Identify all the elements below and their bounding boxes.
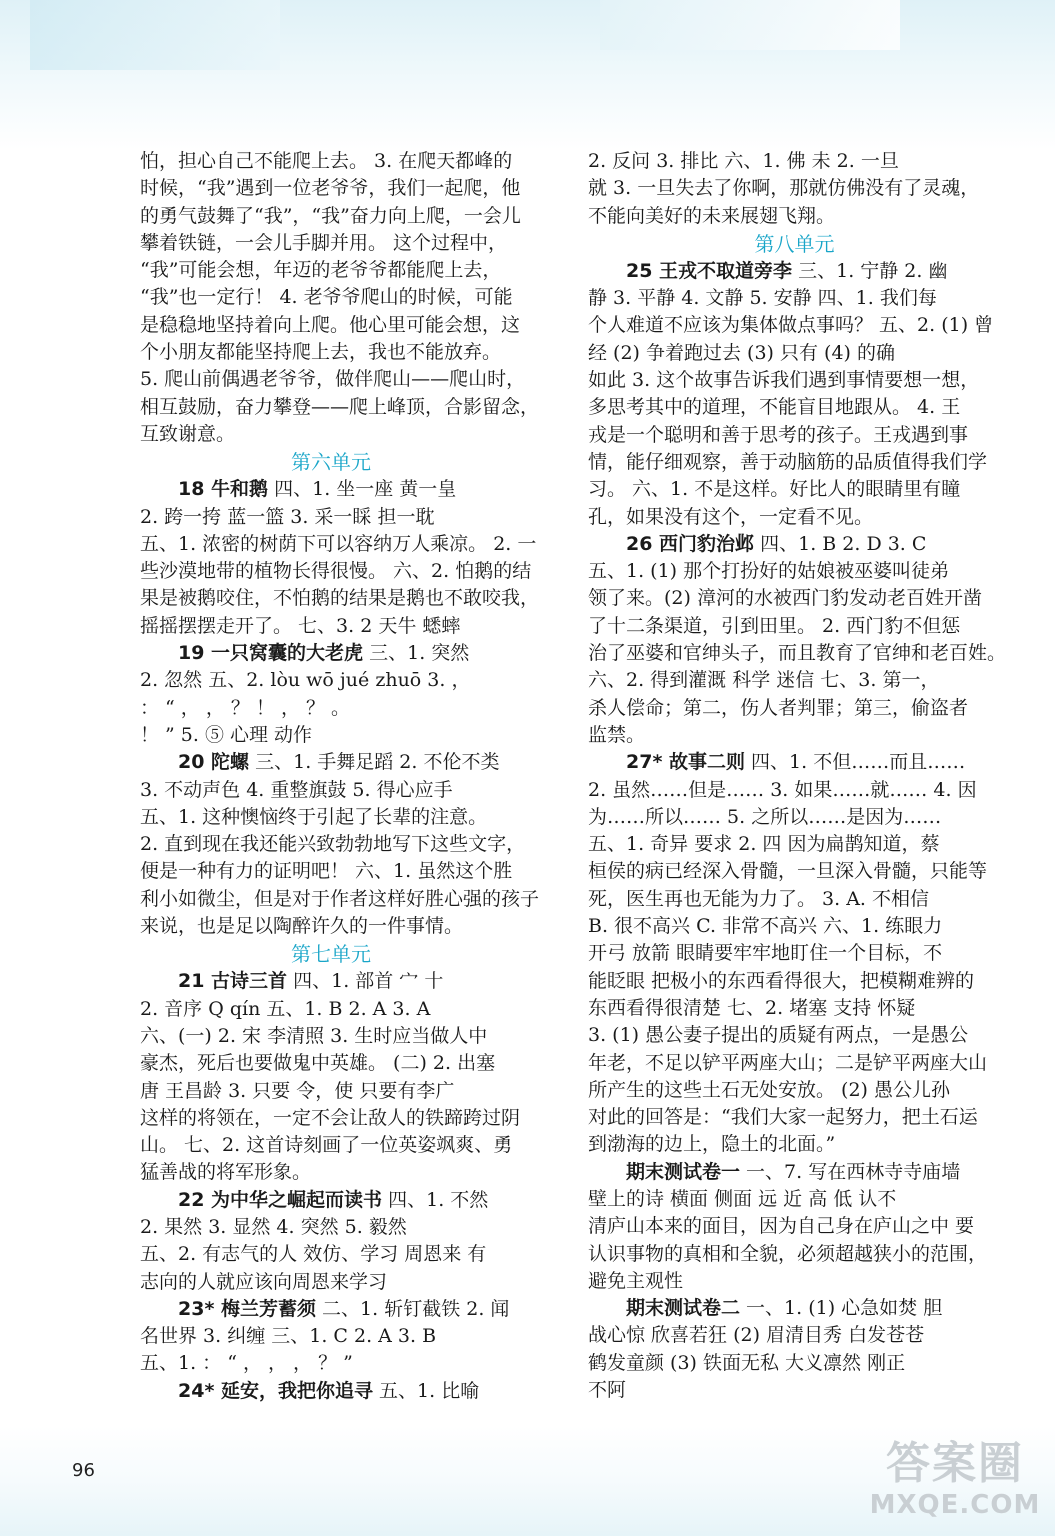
answer-line: 五、1. 这种懊恼终于引起了长辈的注意。 (140, 805, 488, 828)
answer-line: 不能向美好的未来展翅飞翔。 (588, 204, 836, 227)
answer-line: 2. 果然 3. 显然 4. 突然 5. 毅然 (140, 1215, 407, 1238)
page-number: 96 (72, 1460, 95, 1481)
answer-line: 2. 音序 Q qín 五、1. B 2. A 3. A (140, 997, 431, 1020)
answer-line: 个人难道不应该为集体做点事吗？ 五、2. (1) 曾 (588, 314, 994, 337)
top-decoration-shape (30, 0, 280, 70)
lesson-item (588, 258, 1001, 285)
lesson-item (588, 531, 1001, 558)
answer-line: B. 很不高兴 C. 非常不高兴 六、1. 练眼力 (588, 915, 943, 938)
answer-line: 五、1. 浓密的树荫下可以容纳万人乘凉。 2. 一 (140, 532, 537, 555)
lesson-item (140, 476, 522, 503)
answer-line: ： “ ， ， ？ ！ ， ？ 。 (140, 696, 351, 719)
answer-line: 能眨眼 把极小的东西看得很大，把模糊难辨的 (588, 969, 975, 992)
answer-line: 五、1. 奇异 要求 2. 四 因为扁鹊知道，蔡 (588, 833, 940, 856)
answer-text: 四、1. 部首 宀 十 (287, 970, 444, 993)
answer-text: 四、1. 不然 (382, 1188, 489, 1211)
answer-line: 互致谢意。 (140, 422, 236, 445)
lesson-title: 18 牛和鹅 (178, 478, 269, 501)
answer-line: 东西看得很清楚 七、2. 堵塞 支持 怀疑 (588, 996, 916, 1019)
answer-line: 2. 跨一挎 蓝一篮 3. 采一睬 担一耽 (140, 505, 435, 528)
answer-text: 三、1. 手舞足蹈 2. 不伦不类 (249, 751, 500, 774)
answer-text: 二、1. 斩钉截铁 2. 闻 (316, 1297, 510, 1320)
answer-line: 多思考其中的道理，不能盲目地跟从。 4. 王 (588, 396, 961, 419)
answer-line: “我”可能会想，年迈的老爷爷都能爬上去， (140, 259, 502, 282)
answer-text: 五、1. 比喻 (373, 1379, 480, 1402)
lesson-title: 19 一只窝囊的大老虎 (178, 642, 364, 665)
top-decoration (0, 0, 1055, 150)
lesson-title: 期末测试卷二 (626, 1297, 741, 1320)
answer-line: 就 3. 一旦失去了你啊，那就仿佛没有了灵魂， (588, 177, 980, 200)
answer-line: 利小如微尘，但是对于作者这样好胜心强的孩子 (140, 887, 540, 910)
lesson-title: 20 陀螺 (178, 751, 250, 774)
answer-line: 治了巫婆和官绅头子，而且教育了官绅和老百姓。 (588, 642, 1007, 665)
answer-line: 不阿 (588, 1379, 627, 1402)
lesson-title: 25 王戎不取道旁李 (626, 259, 793, 282)
answer-line: 监禁。 (588, 723, 646, 746)
answer-line: 为……所以…… 5. 之所以……是因为…… (588, 805, 942, 828)
answer-line: 六、(一) 2. 宋 李清照 3. 生时应当做人中 (140, 1024, 488, 1047)
lesson-item (140, 1187, 522, 1214)
lesson-title: 21 古诗三首 (178, 970, 288, 993)
answer-line: 战心惊 欣喜若狂 (2) 眉清目秀 白发苍苍 (588, 1324, 925, 1347)
lesson-item (588, 749, 1001, 776)
answer-line: 杀人偿命；第二，伤人者判罪；第三，偷盗者 (588, 696, 969, 719)
lesson-title: 24* 延安，我把你追寻 (178, 1379, 373, 1402)
answer-text: 四、1. B 2. D 3. C (754, 532, 927, 555)
answer-line: 对此的回答是：“我们大家一起努力，把土石运 (588, 1106, 978, 1129)
answer-line: 果是被鹅咬住，不怕鹅的结果是鹅也不敢咬我， (140, 587, 540, 610)
answer-line: 的勇气鼓舞了“我”，“我”奋力向上爬，一会儿 (140, 204, 521, 227)
answer-line: 时候，“我”遇到一位老爷爷，我们一起爬，他 (140, 177, 521, 200)
answer-line: 2. 反问 3. 排比 六、1. 佛 未 2. 一旦 (588, 150, 899, 172)
answer-text: 四、1. 坐一座 黄一皇 (268, 478, 457, 501)
unit-heading: 第七单元 (291, 942, 371, 967)
answer-line: 孔，如果没有这个，一定看不见。 (588, 505, 874, 528)
lesson-title: 23* 梅兰芳蓄须 (178, 1297, 316, 1320)
answer-line: 六、2. 得到灌溉 科学 迷信 七、3. 第一， (588, 669, 940, 692)
answer-text: 一、7. 写在西林寺寺庙墙 (740, 1160, 961, 1183)
answer-line: 到渤海的边上，隐土的北面。” (588, 1133, 836, 1156)
answer-text: 四、1. 不但……而且…… (745, 751, 966, 774)
answer-line: 如此 3. 这个故事告诉我们遇到事情要想一想， (588, 369, 980, 392)
answer-line: 志向的人就应该向周恩来学习 (140, 1270, 388, 1293)
answer-line: 来说，也是足以陶醉许久的一件事情。 (140, 915, 464, 938)
answer-line: 相互鼓励，奋力攀登——爬上峰顶，合影留念， (140, 395, 540, 418)
answer-line: “我”也一定行！ 4. 老爷爷爬山的时候，可能 (140, 286, 513, 309)
lesson-item (588, 1295, 1001, 1322)
answer-line: 鹤发童颜 (3) 铁面无私 大义凛然 刚正 (588, 1351, 906, 1374)
answer-line: 这样的将领在，一定不会让敌人的铁蹄跨过阴 (140, 1106, 521, 1129)
answer-line: 2. 虽然……但是…… 3. 如果……就…… 4. 因 (588, 778, 977, 801)
answer-line: 年老，不足以铲平两座大山；二是铲平两座大山 (588, 1051, 988, 1074)
answer-text: 一、1. (1) 心急如焚 胆 (740, 1297, 943, 1320)
answer-line: 五、1. ： “ ， ， ， ？ ” (140, 1352, 353, 1375)
lesson-item (140, 640, 522, 667)
answer-line: 所产生的这些土石无处安放。 (2) 愚公儿孙 (588, 1078, 950, 1101)
lesson-item (140, 1378, 522, 1405)
answer-line: ！ ” 5. ⑤ 心理 动作 (140, 723, 313, 746)
answer-line: 怕，担心自己不能爬上去。 3. 在爬天都峰的 (140, 150, 513, 172)
answer-line: 习。 六、1. 不是这样。好比人的眼睛里有瞳 (588, 478, 961, 501)
unit-heading: 第六单元 (291, 450, 371, 475)
answer-line: 了十二条渠道，引到田里。 2. 西门豹不但惩 (588, 614, 961, 637)
lesson-item (140, 968, 522, 995)
right-column (588, 148, 1007, 1404)
lesson-title: 22 为中华之崛起而读书 (178, 1188, 383, 1211)
watermark-text: 答案圈 (886, 1438, 1024, 1489)
lesson-item (588, 1159, 1001, 1186)
lesson-title: 26 西门豹治邺 (626, 532, 755, 555)
lesson-item (140, 749, 522, 776)
answer-line: 开弓 放箭 眼睛要牢牢地盯住一个目标，不 (588, 942, 943, 965)
answer-line: 经 (2) 争着跑过去 (3) 只有 (4) 的确 (588, 341, 895, 364)
answer-line: 领了来。(2) 漳河的水被西门豹发动老百姓开凿 (588, 587, 982, 610)
answer-line: 名世界 3. 纠缠 三、1. C 2. A 3. B (140, 1325, 437, 1348)
answer-line: 些沙漠地带的植物长得很慢。 六、2. 怕鹅的结 (140, 560, 532, 583)
answer-line: 猛善战的将军形象。 (140, 1161, 312, 1184)
answer-line: 唐 王昌龄 3. 只要 令，使 只要有李广 (140, 1079, 455, 1102)
answer-line: 认识事物的真相和全貌，必须超越狭小的范围， (588, 1242, 988, 1265)
lesson-title: 期末测试卷一 (626, 1160, 741, 1183)
watermark-url: MXQE.COM (869, 1490, 1041, 1520)
answer-line: 死，医生再也无能为力了。 3. A. 不相信 (588, 887, 930, 910)
top-decoration-shape (600, 0, 900, 50)
answer-line: 个小朋友都能坚持爬上去，我也不能放弃。 (140, 341, 502, 364)
answer-line: 静 3. 平静 4. 文静 5. 安静 四、1. 我们每 (588, 287, 937, 310)
unit-heading: 第八单元 (754, 231, 835, 256)
watermark-logo (865, 1438, 1045, 1528)
answer-line: 避免主观性 (588, 1269, 684, 1292)
answer-line: 攀着铁链，一会儿手脚并用。 这个过程中， (140, 231, 508, 254)
answer-line: 山。 七、2. 这首诗刻画了一位英姿飒爽、勇 (140, 1134, 513, 1157)
answer-line: 是稳稳地坚持着向上爬。他心里可能会想，这 (140, 313, 521, 336)
answer-line: 摇摇摆摆走开了。 七、3. 2 天牛 蟋蟀 (140, 614, 461, 637)
answer-line: 2. 忽然 五、2. lòu wō jué zhuō 3. ， (140, 669, 471, 692)
answer-line: 戎是一个聪明和善于思考的孩子。王戎遇到事 (588, 423, 969, 446)
answer-line: 情，能仔细观察，善于动脑筋的品质值得我们学 (588, 450, 988, 473)
left-column (140, 148, 540, 1405)
answer-line: 3. (1) 愚公妻子提出的质疑有两点，一是愚公 (588, 1024, 969, 1047)
answer-line: 2. 直到现在我还能兴致勃勃地写下这些文字， (140, 833, 526, 856)
lesson-title: 27* 故事二则 (626, 751, 745, 774)
lesson-item (140, 1296, 522, 1323)
answer-line: 桓侯的病已经深入骨髓，一旦深入骨髓，只能等 (588, 860, 988, 883)
answer-text: 三、1. 突然 (363, 642, 470, 665)
answer-line: 壁上的诗 横面 侧面 远 近 高 低 认不 (588, 1187, 897, 1210)
answer-line: 便是一种有力的证明吧！ 六、1. 虽然这个胜 (140, 860, 513, 883)
answer-line: 5. 爬山前偶遇老爷爷，做伴爬山——爬山时， (140, 368, 526, 391)
answer-line: 豪杰，死后也要做鬼中英雄。 (二) 2. 出塞 (140, 1052, 496, 1075)
answer-line: 3. 不动声色 4. 重整旗鼓 5. 得心应手 (140, 778, 453, 801)
answer-text: 三、1. 宁静 2. 幽 (792, 259, 948, 282)
answer-line: 五、2. 有志气的人 效仿、学习 周恩来 有 (140, 1243, 487, 1266)
answer-line: 清庐山本来的面目，因为自己身在庐山之中 要 (588, 1215, 975, 1238)
answer-line: 五、1. (1) 那个打扮好的姑娘被巫婆叫徒弟 (588, 560, 950, 583)
